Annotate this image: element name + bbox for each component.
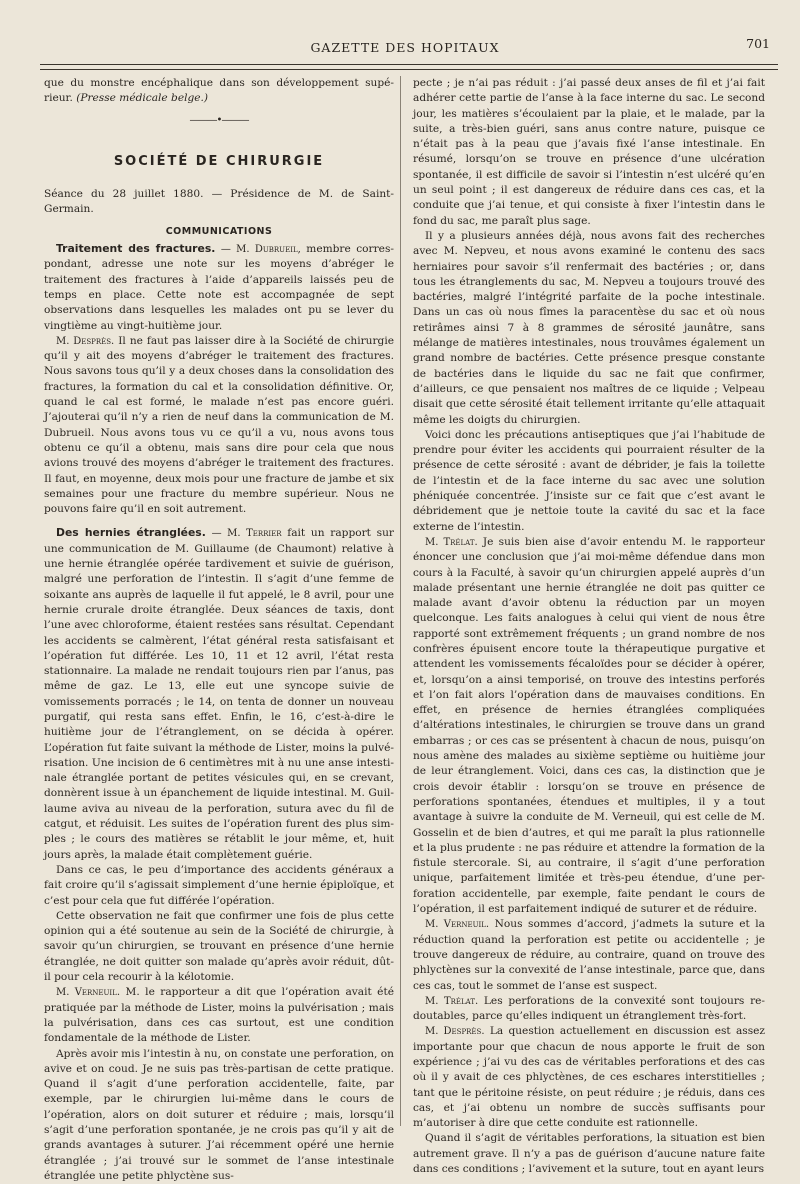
- paragraph-final: Quand il s’agit de véritables perforations, la situation est bien autrement grave. Il n’y a pas de guérison d’aucune nature faite dans ces conditions ; l’avivement et la suture, tout en ayant leurs: [413, 1132, 765, 1176]
- paragraph-trelat: M. Trélat. Je suis bien aise d’avoir entendu M. le rapporteur énoncer une conclusion que j’ai moi-même défendue dans mon cours à la Faculté, à savoir qu’un chirurgien appelé auprès d’un malade présentant une hernie étranglée ne doit pas quitter ce malade avant d’avoir obtenu la réduction par un moyen quelconque. Les faits analogues à celui qui vient de nous être rapporté sont extrêmement fréquents ; un grand nombre de nos confrères épuisent encore toute la thérapeutique purgative et attendent les vomissements fécaloïdes pour se décider à opérer, et, lorsqu’on a ainsi temporisé, on trouve des intestins perforés et l’on fait alors l’opération dans de mauvaises conditions. En effet, en présence de hernies étranglées compliquées d’altérations intestinales, le chirurgien se trouve dans un grand embarras ; or ces cas se présentent à chacun de nous, puisqu’on nous amène des malades au sixième septième ou huitième jour de leur étranglement. Voici, dans ces cas, la distinction que je crois devoir établir : lorsqu’on se trouve en présence de perforations spontanées, étendues et multiples, il y a tout avantage à suivre la conduite de M. Verneuil, qui est celle de M. Gosselin et de bien d’autres, et qui me paraît la plus rationnelle et la plus prudente : ne pas réduire et attendre la formation de la fistule stercorale. Si, au contraire, il s’agit d’une perforation unique, parfaitement limitée et très-peu étendue, d’une perforation accidentelle, par exemple, faite pendant le cours de l’opération, il est parfaitement indiqué de suturer et de réduire.: [413, 535, 765, 916]
- paragraph-suspecte: pecte ; je n’ai pas réduit : j’ai passé deux anses de fil et j’ai fait adhérer cette partie de l’anse à la face interne du sac. Le second jour, les matières s’écoulaient par la plaie, et le malade, par la suite, a très-bien guéri, sans anus contre nature, puisque ce n’était pas à la peau que j’avais fixé l’anse intestinale. En résumé, lorsqu’on se trouve en présence d’une ulcération spontanée, il est difficile de savoir si l’intestin n’est ulcéré qu’en un seul point ; il est dangereux de réduire dans ces cas, et la conduite que j’ai tenue, et qui consiste à fixer l’intestin dans le fond du sac, me paraît plus sage.: [413, 77, 765, 227]
- society-heading: SOCIÉTÉ DE CHIRURGIE: [113, 153, 325, 169]
- intro-paragraph: que du monstre encéphalique dans son développement supérieur. (Presse médicale belge.): [44, 77, 394, 105]
- paragraph-observation: Cette observation ne fait que confirmer une fois de plus cette opinion qui a été soutenue au sein de la Société de chirurgie, à savoir qu’un chirurgien, se trouvant en présence d’une hernie étranglée, ne doit quitter son malade qu’après avoir réduit, dût-il pour cela recourir à la kélotomie.: [44, 909, 394, 984]
- paragraph-perforation: Après avoir mis l’intestin à nu, on constate une perforation, on avive et on coud. Je ne suis pas très-partisan de cette pratique. Quand il s’agit d’une perforation accidentelle, faite, par exemple, par le chirurgien lui-même dans le cours de l’opération, alors on doit suturer et réduire ; mais, lorsqu’il s’agit d’une perforation spontanée, je ne crois pas qu’il y ait de grands avantages à suturer. J’ai récemment opéré une hernie étranglée ; j’ai trouvé sur le sommet de l’anse intestinale étranglée une petite phlyctène sus-: [44, 1047, 394, 1182]
- left-column: [44, 76, 394, 1184]
- communications-heading: COMMUNICATIONS: [165, 225, 273, 237]
- paragraph-trelat-reply: M. Trélat. Les perforations de la convexité sont toujours redoutables, parce qu’elles indiquent un étranglement très-fort.: [413, 994, 765, 1023]
- paragraph-nepveu: Il y a plusieurs années déjà, nous avons fait des recherches avec M. Nepveu, et nous avons examiné le contenu des sacs herniaires pour savoir s’il renfermait des bactéries ; or, dans tous les étranglements du sac, M. Nepveu a toujours trouvé des bactéries, malgré l’intégrité parfaite de la poche intestinale. Dans un cas où nous fîmes la paracentèse du sac et où nous retirâmes ainsi 7 à 8 grammes de sérosité jaunâtre, sans mélange de matières intestinales, nous trouvâmes également un grand nombre de bactéries. Cette présence presque constante de bactéries dans le liquide du sac ne fait que confirmer, d’ailleurs, ce que pensaient nos maîtres de ce liquide ; Velpeau disait que cette sérosité était tellement irritante qu’elle attaquait même les doigts du chirurgien.: [413, 229, 765, 426]
- page-header: [40, 34, 770, 64]
- separator-ornament: ———•———: [189, 114, 249, 126]
- paragraph-verneuil-reply: M. Verneuil. Nous sommes d’accord, j’admets la suture et la réduction quand la perforation est petite ou accidentelle ; je trouve dangereux de réduire, au contraire, quand on trouve des phlyctènes sur la convexité de l’anse intestinale, parce que, dans ces cas, tout le sommet de l’anse est suspect.: [413, 918, 765, 992]
- page-number: 701: [746, 36, 770, 51]
- session-line: Séance du 28 juillet 1880. — Présidence de M. de Saint-Germain.: [44, 188, 394, 216]
- right-column: [413, 76, 765, 1177]
- column-divider: [400, 76, 401, 1126]
- paragraph-verneuil: M. Verneuil. M. le rapporteur a dit que l’opération avait été pratiquée par la méthode de Lister, moins la pulvérisation ; mais la pulvérisation, dans ces cas surtout, est une condition fondamentale de la méthode de Lister.: [44, 986, 394, 1045]
- header-rule: [40, 64, 778, 65]
- paragraph-fractures: Traitement des fractures. — M. Dubrueil, membre correspondant, adresse une note sur les moyens d’abréger le traitement des fractures à l’aide d’appareils laissés peu de temps en place. Cette note est accompagnée de sept observations dans lesquelles les malades ont pu se lever du vingtième au vingt-huitième jour.: [44, 242, 394, 332]
- paragraph-despres-reply: M. Desprès. La question actuellement en discussion est assez importante pour que chacun de nous apporte le fruit de son expérience ; j’ai vu des cas de véritables perforations et des cas où il y avait de ces phlyctènes, de ces eschares interstitielles ; tant que le péritoine résiste, on peut réduire ; je réduis, dans ces cas, et j’ai obtenu un nombre de succès suffisants pour m’autoriser à dire que cette conduite est rationnelle.: [413, 1025, 766, 1130]
- journal-title: GAZETTE DES HOPITAUX: [310, 40, 500, 55]
- paragraph-hernies: Des hernies étranglées. — M. Terrier fait un rapport sur une communication de M. Guillaume (de Chaumont) relative à une hernie étranglée opérée tardivement et suivie de guérison, malgré une perforation de l’intestin. Il s’agit d’une femme de soixante ans auprès de laquelle il fut appelé, le 8 avril, pour une hernie crurale droite étranglée. Deux séances de taxis, dont l’une avec chloroforme, étaient restées sans résultat. Cependant les accidents se calmèrent, l’état général resta satisfaisant et l’opération fut différée. Les 10, 11 et 12 avril, l’état resta stationnaire. La malade ne rendait toujours rien par l’anus, pas même de gaz. Le 13, elle eut une syncope suivie de vomissements porracés ; le 14, on tenta de donner un nouveau purgatif, qui resta sans effet. Enfin, le 16, c’est-à-dire le huitième jour de l’étranglement, on se décida à opérer. L’opération fut faite suivant la méthode de Lister, moins la pulvérisation. Une incision de 6 centimètres mit à nu une anse intestinale étranglée portant de petites vésicules qui, en se crevant, donnèrent issue à un épanchement de liquide intestinal. M. Guillaume aviva au niveau de la perforation, sutura avec du fil de catgut, et réduisit. Les suites de l’opération furent des plus simples ; le cours des matières se rétablit le jour même, et, huit jours après, la malade était complètement guérie.: [44, 526, 394, 861]
- paragraph-despres: M. Desprès. Il ne faut pas laisser dire à la Société de chirurgie qu’il y ait des moyens d’abréger le traitement des fractures. Nous savons tous qu’il y a deux choses dans la consolidation des fractures, la formation du cal et la consolidation définitive. Or, quand le cal est formé, le malade n’est pas encore guéri. J’ajouterai qu’il n’y a rien de neuf dans la communication de M. Dubrueil. Nous avons tous vu ce qu’il a vu, nous avons tous obtenu ce qu’il a obtenu, mais sans dire pour cela que nous avions trouvé des moyens d’abréger le traitement des fractures. Il faut, en moyenne, deux mois pour une fracture de jambe et six semaines pour une fracture du membre supérieur. Nous ne pouvons faire qu’il en soit autrement.: [44, 334, 394, 516]
- paragraph-epiploique: Dans ce cas, le peu d’importance des accidents généraux a fait croire qu’il s’agissait simplement d’une hernie épiploïque, et c’est pour cela que fut différée l’opération.: [44, 863, 394, 907]
- header-rule-thick: [40, 69, 778, 70]
- paragraph-precautions: Voici donc les précautions antiseptiques que j’ai l’habitude de prendre pour éviter les accidents qui pourraient résulter de la présence de cette sérosité : avant de débrider, je fais la toilette de l’intestin et de la face interne du sac avec une solution phéniquée concentrée. J’insiste sur ce fait que c’est avant le débridement que je nettoie toute la cavité du sac et la face externe de l’intestin.: [413, 428, 765, 533]
